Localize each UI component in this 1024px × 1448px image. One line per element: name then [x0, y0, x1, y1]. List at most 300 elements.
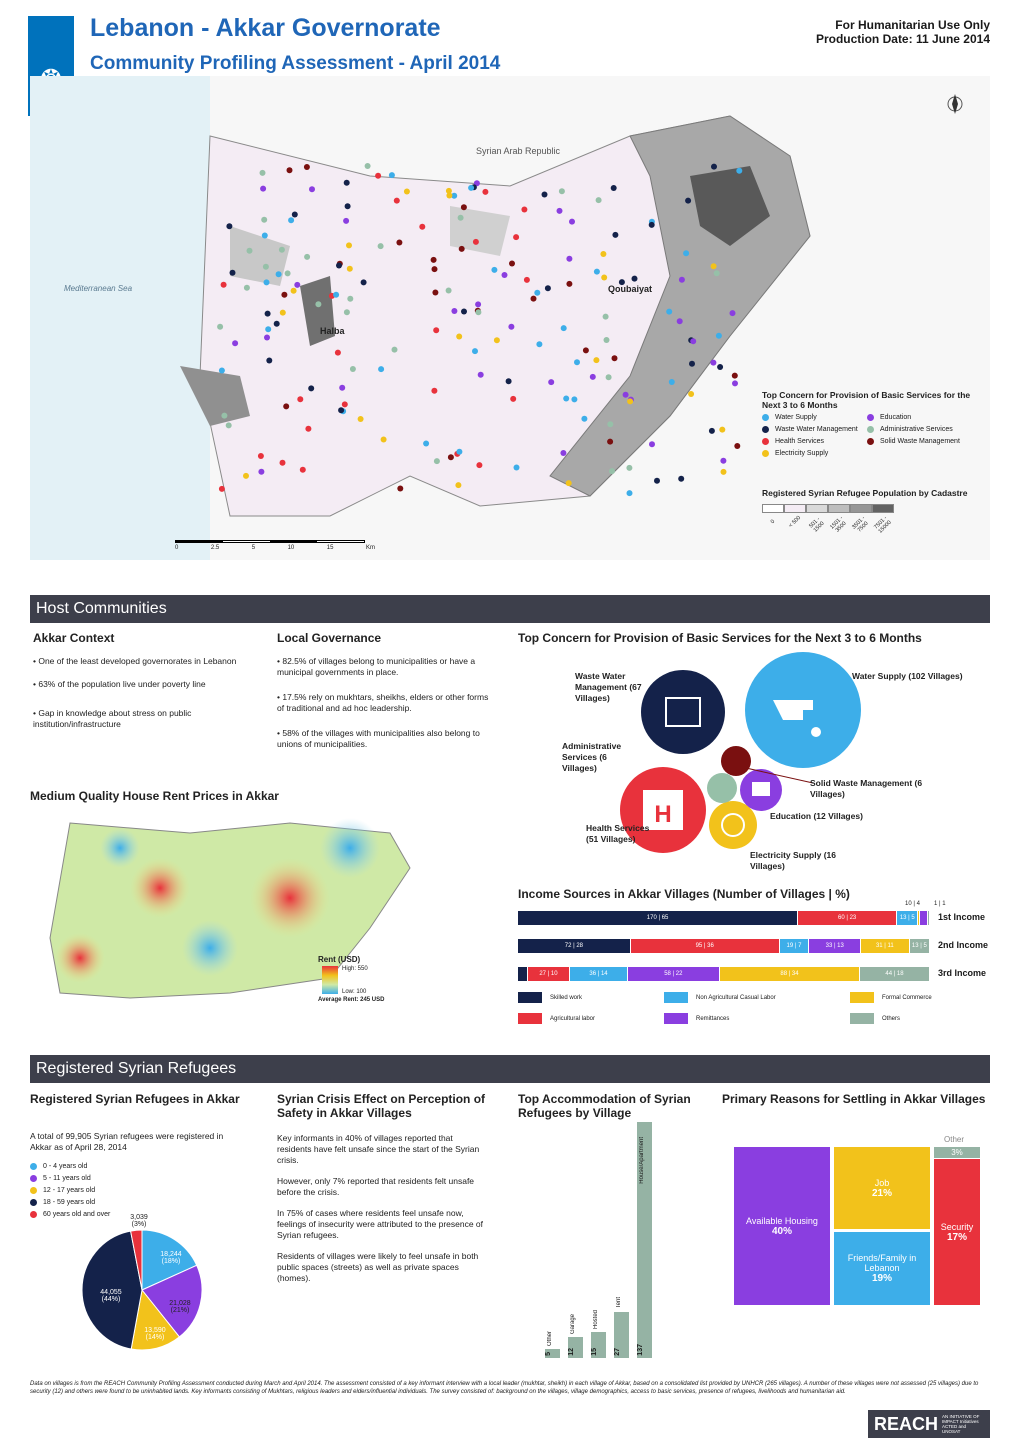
village-dot [561, 325, 567, 331]
reason-family-pct: 19% [871, 1273, 892, 1284]
village-dot [243, 473, 249, 479]
sea-area [30, 76, 210, 560]
village-dot [446, 188, 452, 194]
reason-housing [734, 1147, 830, 1305]
accommodation-label: Tent [616, 1297, 622, 1309]
village-dot [247, 248, 253, 254]
rent-high: High: 550 [342, 966, 368, 972]
concern-legend-label: Solid Waste Management [880, 438, 960, 445]
rent-color-ramp [322, 966, 338, 994]
village-dot [333, 292, 339, 298]
village-dot [297, 396, 303, 402]
village-dot [304, 254, 310, 260]
village-dot [461, 204, 467, 210]
village-dot [219, 368, 225, 374]
concern-legend-label: Waste Water Management [775, 426, 858, 433]
pie-label-0-4: 18,244 (18%) [160, 1251, 182, 1265]
village-dot [347, 266, 353, 272]
age-legend-item: 18 - 59 years old [30, 1199, 110, 1206]
village-dot [566, 480, 572, 486]
village-dot [604, 337, 610, 343]
age-legend-item: 5 - 11 years old [30, 1175, 110, 1182]
village-dot [560, 450, 566, 456]
accommodation-value: 15 [591, 1348, 598, 1356]
village-dot [456, 449, 462, 455]
village-dot [264, 335, 270, 341]
village-dot [574, 359, 580, 365]
label-education: Education (12 Villages) [770, 811, 863, 821]
accommodation-label: Garage [570, 1314, 576, 1335]
income-segment: 88 | 34 [720, 967, 860, 981]
header-info [816, 18, 990, 46]
reason-housing-pct: 40% [771, 1225, 792, 1237]
village-dot [623, 392, 629, 398]
safety-para: Residents of villages were likely to feel unsafe in both public spaces (streets) as well as private spaces (homes). [277, 1251, 479, 1283]
reach-brand: REACH [874, 1413, 939, 1434]
village-dot [566, 256, 572, 262]
income-segment: 170 | 65 [518, 911, 798, 925]
context-item: • Gap in knowledge about stress on public institution/infrastructure [33, 708, 192, 729]
scale-tick: 0 [175, 545, 179, 551]
reason-job-pct: 21% [871, 1187, 892, 1199]
village-dot [221, 282, 227, 288]
village-dot [451, 308, 457, 314]
village-dot [677, 318, 683, 324]
refugee-class: 3501 - 7500 [850, 504, 872, 531]
village-dot [583, 347, 589, 353]
village-dot [292, 212, 298, 218]
village-dot [669, 379, 675, 385]
village-dot [419, 224, 425, 230]
village-dot [513, 234, 519, 240]
income-note-2: 1 | 1 [934, 901, 946, 907]
akkar-map[interactable] [30, 76, 990, 560]
village-dot [458, 215, 464, 221]
income-title: Income Sources in Akkar Villages (Number of Villages | %) [518, 887, 850, 901]
refugee-class: < 500 [784, 504, 806, 531]
label-health: Health Services (51 Villages) [586, 823, 650, 844]
qoubaiyat-label: Qoubaiyat [608, 284, 653, 294]
age-legend-item: 12 - 17 years old [30, 1187, 110, 1194]
concern-legend-item [867, 426, 972, 433]
village-dot [338, 407, 344, 413]
village-dot [721, 469, 727, 475]
income-legend-item: Agricultural labor [518, 1013, 595, 1024]
accommodation-value: 137 [637, 1344, 644, 1356]
concern-legend-title: Top Concern for Provision of Basic Services for the Next 3 to 6 Months [762, 390, 971, 410]
village-dot [230, 270, 236, 276]
village-dot [397, 486, 403, 492]
concern-legend-label: Water Supply [775, 414, 817, 421]
concern-legend-item [762, 450, 867, 457]
village-dot [716, 333, 722, 339]
village-dot [244, 285, 250, 291]
accommodation-bar [591, 1332, 606, 1358]
village-dot [685, 198, 691, 204]
village-dot [720, 458, 726, 464]
income-segment [518, 967, 528, 981]
village-dot [531, 296, 537, 302]
income-segment: 44 | 18 [860, 967, 930, 981]
village-dot [534, 290, 540, 296]
village-dot [308, 385, 314, 391]
village-dot [690, 338, 696, 344]
accommodation-label: House/Apartment [639, 1137, 645, 1184]
village-dot [375, 173, 381, 179]
village-dot [472, 348, 478, 354]
village-dot [343, 218, 349, 224]
village-dot [264, 279, 270, 285]
host-section-header: Host Communities [30, 595, 990, 623]
refugee-class: 0 [762, 504, 784, 531]
village-dot [603, 314, 609, 320]
income-segment: 13 | 5 [897, 911, 918, 925]
humanitarian-note: For Humanitarian Use Only [835, 18, 990, 32]
education-icon [752, 782, 770, 796]
context-item: • 63% of the population live under poverty line [33, 679, 206, 689]
rent-title: Medium Quality House Rent Prices in Akkar [30, 789, 279, 803]
income-legend-item: Formal Commerce [850, 992, 932, 1003]
village-dot [260, 186, 266, 192]
village-dot [491, 267, 497, 273]
reason-other [934, 1147, 980, 1158]
village-dot [494, 337, 500, 343]
scale-unit: Km [365, 545, 375, 551]
village-dot [719, 427, 725, 433]
village-dot [711, 164, 717, 170]
governance-item: • 58% of the villages with municipalities also belong to unions of municipalities. [277, 728, 480, 749]
north-arrow-icon [948, 94, 962, 114]
refugee-class: 1501 - 3500 [828, 504, 850, 531]
village-dot [396, 240, 402, 246]
village-dot [226, 422, 232, 428]
reason-job [834, 1147, 930, 1229]
label-admin: Administrative Services (6 Villages) [562, 741, 622, 773]
reason-security [934, 1159, 980, 1305]
village-dot [711, 263, 717, 269]
context-item: • One of the least developed governorates in Lebanon [33, 656, 237, 666]
village-dot [607, 421, 613, 427]
rent-legend-title: Rent (USD) [318, 955, 361, 964]
village-dot [627, 398, 633, 404]
village-dot [734, 443, 740, 449]
governance-list [277, 656, 492, 750]
village-dot [736, 168, 742, 174]
village-dot [548, 379, 554, 385]
registered-title: Registered Syrian Refugees in Akkar [30, 1092, 240, 1106]
village-dot [315, 301, 321, 307]
village-dot [524, 277, 530, 283]
concern-legend-item [867, 414, 972, 421]
pie-label-12-17: 13,590 (14%) [144, 1327, 166, 1341]
bubble-electricity [709, 801, 757, 849]
village-dot [258, 469, 264, 475]
village-dot [611, 185, 617, 191]
village-dot [432, 290, 438, 296]
village-dot [217, 324, 223, 330]
rent-heatmap [30, 808, 420, 1008]
reason-family [834, 1232, 930, 1305]
village-dot [709, 428, 715, 434]
village-dot [601, 275, 607, 281]
income-segment: 72 | 28 [518, 939, 631, 953]
village-dot [350, 366, 356, 372]
village-dot [261, 217, 267, 223]
village-dot [260, 170, 266, 176]
village-dot [431, 257, 437, 263]
village-dot [446, 288, 452, 294]
income-segment: 33 | 13 [809, 939, 861, 953]
village-dot [612, 355, 618, 361]
accommodation-value: 5 [545, 1352, 552, 1356]
reason-housing-label: Available Housing [746, 1215, 818, 1226]
village-dot [432, 266, 438, 272]
registered-text: A total of 99,905 Syrian refugees were registered in Akkar as of April 28, 2014 [30, 1131, 224, 1152]
village-dot [612, 232, 618, 238]
village-dot [423, 441, 429, 447]
village-dot [431, 388, 437, 394]
village-dot [381, 437, 387, 443]
accommodation-value: 12 [568, 1348, 575, 1356]
village-dot [347, 296, 353, 302]
village-dot [566, 281, 572, 287]
income-legend-item: Non Agricultural Casual Labor [664, 992, 776, 1003]
village-dot [274, 321, 280, 327]
village-dot [339, 385, 345, 391]
refugee-legend-classes [762, 504, 972, 535]
village-dot [559, 188, 565, 194]
village-dot [263, 264, 269, 270]
income-segment: 95 | 36 [631, 939, 780, 953]
village-dot [300, 467, 306, 473]
safety-text [277, 1133, 487, 1284]
income-segment [928, 911, 930, 925]
village-dot [434, 458, 440, 464]
village-dot [626, 465, 632, 471]
income-note-1: 10 | 4 [905, 901, 920, 907]
page-title: Lebanon - Akkar Governorate [90, 14, 441, 42]
accommodation-bar [545, 1349, 560, 1358]
village-dot [557, 208, 563, 214]
income-segment: 36 | 14 [570, 967, 627, 981]
reach-logo [868, 1410, 990, 1438]
village-dot [433, 327, 439, 333]
refugee-section-header: Registered Syrian Refugees [30, 1055, 990, 1083]
village-dot [678, 476, 684, 482]
village-dot [280, 310, 286, 316]
label-water: Water Supply (102 Villages) [852, 671, 963, 681]
village-dot [361, 279, 367, 285]
footer-note: Data on villages is from the REACH Community Profiling Assessment conducted during March and April 2014. The assessment consisted of a key informant interview with a local leader (mukhtar, sheikh) in each village of Akkar, based on a consolidated list provided by UNHCR (265 villages). A number of these villages were not assessed (25 villages) due to security (12) and others were found to be uninhabited lands. Key informants consisting of Mukhtars, religious leaders and elders/influential individuals. The survey consisted of: background on the villages, village demographics, access to basic services, presence of refugees, livelihoods and humanitarian aid. [30, 1381, 979, 1395]
village-dot [521, 207, 527, 213]
village-dot [632, 276, 638, 282]
village-dot [262, 233, 268, 239]
village-dot [510, 396, 516, 402]
rent-low: Low: 100 [342, 989, 367, 995]
context-title: Akkar Context [33, 631, 115, 645]
accommodation-chart [545, 1122, 665, 1358]
reason-job-label: Job [874, 1177, 890, 1188]
village-dot [594, 269, 600, 275]
label-electricity: Electricity Supply (16 Villages) [750, 850, 836, 871]
governance-item: • 17.5% rely on mukhtars, sheikhs, elders or other forms of traditional and ad hoc leadership. [277, 692, 489, 713]
village-dot [710, 360, 716, 366]
village-dot [285, 270, 291, 276]
village-dot [475, 309, 481, 315]
concern-legend-label: Electricity Supply [775, 450, 829, 457]
village-dot [732, 373, 738, 379]
governance-title: Local Governance [277, 631, 382, 645]
village-dot [335, 350, 341, 356]
village-dot [627, 490, 633, 496]
refugee-legend [762, 488, 972, 535]
income-segment: 27 | 10 [528, 967, 571, 981]
village-dot [478, 372, 484, 378]
village-dot [279, 247, 285, 253]
income-row [518, 939, 930, 953]
village-dot [389, 172, 395, 178]
income-segment [920, 911, 928, 925]
village-dot [473, 239, 479, 245]
village-dot [596, 197, 602, 203]
label-waste-water: Waste Water Management (67 Villages) [575, 671, 642, 703]
income-segment: 31 | 11 [861, 939, 910, 953]
safety-para: In 75% of cases where residents feel unsafe now, feelings of insecurity were attributed to the presence of Syrian refugees. [277, 1208, 484, 1240]
village-dot [506, 378, 512, 384]
context-list [33, 656, 253, 730]
village-dot [542, 192, 548, 198]
accommodation-bar [568, 1337, 583, 1358]
village-dot [392, 347, 398, 353]
village-dot [468, 185, 474, 191]
reason-other-label: Other [944, 1135, 965, 1144]
village-dot [346, 242, 352, 248]
village-dot [258, 453, 264, 459]
reason-family-label: Friends/Family in Lebanon [847, 1253, 917, 1273]
village-dot [689, 361, 695, 367]
concern-legend-label: Health Services [775, 438, 825, 445]
income-segment: 58 | 22 [628, 967, 720, 981]
village-dot [378, 366, 384, 372]
village-dot [609, 468, 615, 474]
village-dot [365, 163, 371, 169]
production-date: Production Date: 11 June 2014 [815, 32, 990, 46]
village-dot [514, 465, 520, 471]
village-dot [569, 219, 575, 225]
age-legend [30, 1163, 110, 1223]
village-dot [606, 374, 612, 380]
concern-legend [762, 390, 972, 462]
village-dot [502, 272, 508, 278]
income-legend-item: Skilled work [518, 992, 582, 1003]
safety-para: Key informants in 40% of villages reported that residents have felt unsafe since the start of the Syrian crisis. [277, 1133, 480, 1165]
age-legend-item: 0 - 4 years old [30, 1163, 110, 1170]
age-legend-item: 60 years old and over [30, 1211, 110, 1218]
village-dot [476, 462, 482, 468]
concern-legend-label: Administrative Services [880, 426, 953, 433]
village-dot [344, 180, 350, 186]
reasons-title: Primary Reasons for Settling in Akkar Villages [722, 1092, 986, 1106]
village-dot [571, 396, 577, 402]
village-dot [714, 270, 720, 276]
village-dot [378, 243, 384, 249]
village-dot [281, 292, 287, 298]
scale-bar [175, 540, 375, 554]
village-dot [732, 380, 738, 386]
refugee-class: 7501 - 15000 [872, 504, 894, 531]
village-dot [287, 167, 293, 173]
scale-tick: 5 [251, 545, 256, 551]
income-segment: 60 | 23 [798, 911, 897, 925]
scale-tick: 10 [287, 545, 295, 551]
village-dot [304, 164, 310, 170]
income-row-label: 1st Income [938, 912, 986, 922]
village-dot [509, 261, 515, 267]
concern-legend-item [762, 414, 867, 421]
concern-legend-item [762, 438, 867, 445]
village-dot [309, 186, 315, 192]
accommodation-value: 27 [614, 1348, 621, 1356]
bubble-admin [707, 773, 737, 803]
label-solid-waste: Solid Waste Management (6 Villages) [810, 778, 923, 799]
village-dot [683, 250, 689, 256]
accommodation-label: Other [547, 1331, 553, 1347]
village-dot [265, 326, 271, 332]
village-dot [649, 222, 655, 228]
concern-legend-item [867, 438, 972, 445]
income-row-label: 3rd Income [938, 968, 987, 978]
village-dot [288, 217, 294, 223]
pie-label-60plus: 3,039 (3%) [130, 1214, 148, 1228]
village-dot [232, 340, 238, 346]
village-dot [508, 324, 514, 330]
income-legend-item: Others [850, 1013, 900, 1024]
village-dot [358, 416, 364, 422]
village-dot [455, 482, 461, 488]
accommodation-label: Hosted [593, 1310, 599, 1330]
village-dot [394, 198, 400, 204]
village-dot [607, 439, 613, 445]
village-dot [649, 441, 655, 447]
village-dot [345, 203, 351, 209]
income-row-label: 2nd Income [938, 940, 989, 950]
village-dot [226, 223, 232, 229]
village-dot [265, 311, 271, 317]
village-dot [475, 301, 481, 307]
village-dot [536, 341, 542, 347]
scale-tick: 2.5 [210, 545, 220, 551]
village-dot [679, 277, 685, 283]
concern-chart-title: Top Concern for Provision of Basic Services for the Next 3 to 6 Months [518, 631, 922, 645]
safety-title: Syrian Crisis Effect on Perception of Safety in Akkar Villages [277, 1092, 486, 1120]
reason-security-pct: 17% [946, 1231, 967, 1243]
bubble-solid-waste [721, 746, 751, 776]
village-dot [590, 374, 596, 380]
village-dot [717, 364, 723, 370]
village-dot [291, 288, 297, 294]
concern-legend-item [762, 426, 867, 433]
income-segment: 13 | 5 [910, 939, 930, 953]
village-dot [448, 454, 454, 460]
village-dot [280, 460, 286, 466]
village-dot [593, 357, 599, 363]
village-dot [404, 189, 410, 195]
income-legend-item: Remittances [664, 1013, 729, 1024]
village-dot [654, 478, 660, 484]
accommodation-bar [614, 1312, 629, 1359]
village-dot [456, 334, 462, 340]
rent-average: Average Rent: 245 USD [318, 997, 385, 1003]
